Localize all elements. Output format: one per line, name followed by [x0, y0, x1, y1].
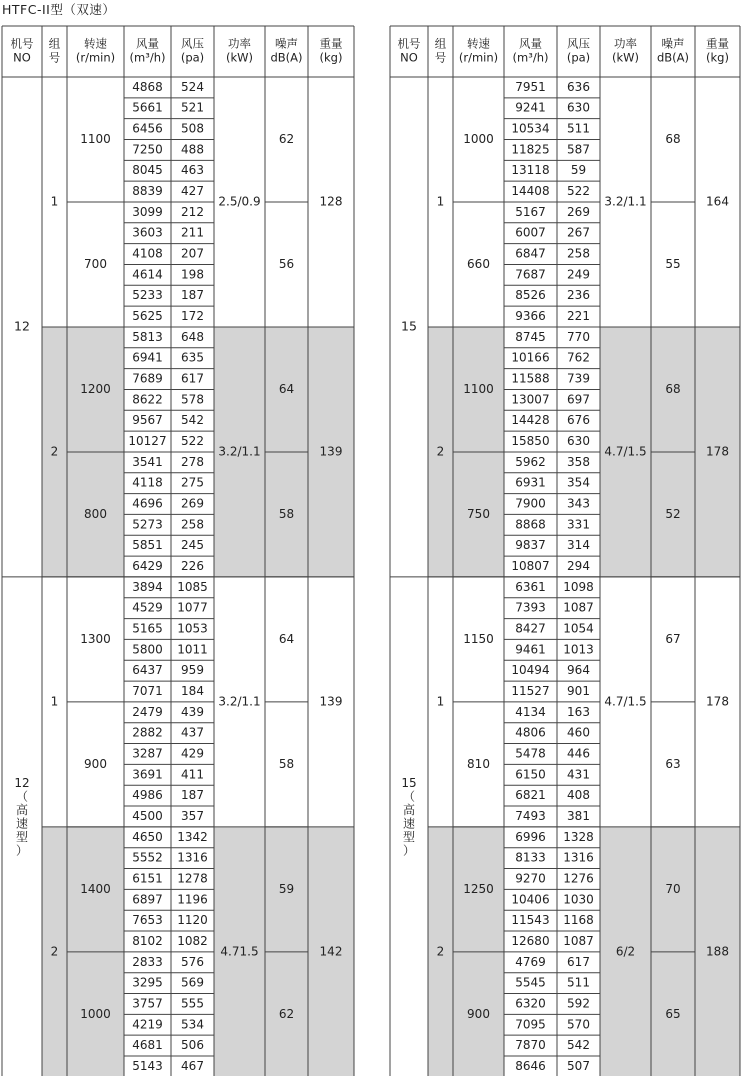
table1-airflow-value: 8622 — [132, 392, 163, 407]
table1-airflow-value: 5273 — [132, 517, 163, 532]
table2-header-line1: 功率 — [614, 36, 637, 51]
table1-header-line1: 组 — [48, 36, 61, 51]
table1-airflow-value: 3287 — [132, 746, 163, 761]
table2-group-number: 2 — [436, 444, 445, 459]
table2-speed-value: 1150 — [463, 631, 494, 646]
table1-pressure-value: 427 — [181, 184, 204, 199]
table1-noise-value: 58 — [278, 506, 295, 521]
table2-noise-value: 65 — [665, 1006, 681, 1021]
table2-airflow-value: 6361 — [515, 579, 546, 594]
table1-pressure-value: 207 — [181, 246, 204, 261]
table1-airflow-value: 5661 — [132, 100, 163, 115]
table1-airflow-value: 4500 — [132, 808, 163, 823]
table1-airflow-value: 6437 — [132, 663, 163, 678]
table2-noise-value: 55 — [665, 256, 681, 271]
table1-speed-value: 1000 — [80, 1006, 111, 1021]
table1-airflow-value: 6429 — [132, 559, 163, 574]
table1-pressure-value: 1120 — [177, 913, 208, 928]
table2-pressure-value: 381 — [567, 808, 590, 823]
table2-pressure-value: 354 — [567, 475, 590, 490]
table1-header-line1: 转速 — [84, 36, 107, 51]
table2-header-line1: 转速 — [467, 36, 490, 51]
table2-airflow-value: 6150 — [515, 767, 546, 782]
table2-pressure-value: 1030 — [563, 892, 594, 907]
table1-airflow-value: 9567 — [132, 413, 163, 428]
table2-airflow-value: 4769 — [515, 954, 546, 969]
table1-pressure-value: 521 — [181, 100, 204, 115]
table2-group-number: 1 — [436, 194, 445, 209]
table1-airflow-value: 5233 — [132, 288, 163, 303]
table2-speed-value: 750 — [467, 506, 490, 521]
table1-header-line1: 机号 — [10, 36, 34, 51]
table2-airflow-value: 7493 — [515, 808, 546, 823]
table1-machine-number: 12 — [14, 318, 30, 334]
table1-speed-value: 900 — [84, 756, 107, 771]
table1-pressure-value: 172 — [181, 309, 204, 324]
table2-airflow-value: 9241 — [515, 100, 546, 115]
table1-weight-value: 142 — [319, 944, 343, 959]
table1-noise-value: 59 — [278, 881, 295, 896]
table1-pressure-value: 569 — [181, 975, 204, 990]
table2-header-line1: 机号 — [397, 36, 421, 51]
table1-header-line1: 风压 — [181, 36, 204, 51]
table1-group-number: 1 — [50, 694, 59, 709]
table1-pressure-value: 245 — [181, 538, 204, 553]
table2-pressure-value: 636 — [567, 79, 590, 94]
table2-airflow-value: 6320 — [515, 996, 546, 1011]
table2-pressure-value: 331 — [567, 517, 590, 532]
table1-airflow-value: 8102 — [132, 933, 163, 948]
table1-header-line2: NO — [13, 50, 31, 65]
table2-airflow-value: 15850 — [511, 434, 550, 449]
table1-pressure-value: 1316 — [177, 850, 208, 865]
table2-airflow-value: 7687 — [515, 267, 546, 282]
table2-power-value: 4.7/1.5 — [604, 694, 647, 709]
table2-pressure-value: 1054 — [563, 621, 594, 636]
table2-noise-value: 52 — [665, 506, 681, 521]
table1-airflow-value: 2479 — [132, 704, 163, 719]
table2-pressure-value: 570 — [567, 1017, 590, 1032]
table1-pressure-value: 467 — [181, 1058, 204, 1073]
table1-pressure-value: 184 — [181, 683, 204, 698]
table2-header-line2: dB(A) — [656, 50, 690, 65]
table1-airflow-value: 5625 — [132, 309, 163, 324]
table1-noise-value: 62 — [278, 131, 295, 146]
table1-airflow-value: 4219 — [132, 1017, 163, 1032]
table2-airflow-value: 11588 — [511, 371, 550, 386]
table2-pressure-value: 964 — [567, 663, 590, 678]
table2-noise-value: 67 — [665, 631, 681, 646]
table2-machine-number: 15 — [401, 318, 417, 334]
table2-airflow-value: 9270 — [515, 871, 546, 886]
table2-noise-value: 70 — [665, 881, 681, 896]
table1-airflow-value: 2882 — [132, 725, 163, 740]
table1-pressure-value: 635 — [181, 350, 204, 365]
table1-airflow-value: 7250 — [132, 142, 163, 157]
table2-pressure-value: 1013 — [563, 642, 594, 657]
table2-speed-value: 1100 — [463, 381, 494, 396]
table1-airflow-value: 4986 — [132, 788, 163, 803]
table1-speed-value: 1300 — [80, 631, 111, 646]
table2-pressure-value: 358 — [567, 454, 590, 469]
table2-noise-value: 68 — [665, 131, 681, 146]
table2-pressure-value: 59 — [570, 163, 587, 178]
table1-weight-value: 128 — [319, 194, 343, 209]
table2-pressure-value: 511 — [567, 975, 590, 990]
table2-airflow-value: 9461 — [515, 642, 546, 657]
table2-airflow-value: 13007 — [511, 392, 550, 407]
table2-machine-number: 15 （高速型） — [401, 775, 417, 858]
table1-header-line1: 功率 — [228, 36, 251, 51]
table1-pressure-value: 198 — [181, 267, 204, 282]
table1-pressure-value: 437 — [181, 725, 204, 740]
table2-power-value: 6/2 — [615, 944, 636, 959]
table1-pressure-value: 1278 — [177, 871, 208, 886]
table1-airflow-value: 6897 — [132, 892, 163, 907]
table2-pressure-value: 630 — [567, 434, 590, 449]
table1-speed-value: 800 — [84, 506, 107, 521]
table1-header-line2: (pa) — [180, 50, 205, 65]
table1-pressure-value: 187 — [181, 288, 204, 303]
table2-weight-value: 164 — [706, 194, 729, 209]
table1-airflow-value: 6456 — [132, 121, 163, 136]
table2-pressure-value: 1316 — [563, 850, 594, 865]
table1-pressure-value: 1342 — [177, 829, 208, 844]
table2-pressure-value: 408 — [567, 788, 590, 803]
table1-airflow-value: 4868 — [132, 79, 163, 94]
table1-pressure-value: 508 — [181, 121, 204, 136]
table1-pressure-value: 648 — [181, 329, 204, 344]
table1-power-value: 2.5/0.9 — [218, 194, 261, 209]
table1-noise-value: 58 — [278, 756, 295, 771]
table1-weight-value: 139 — [319, 444, 343, 459]
table2-airflow-value: 7393 — [515, 600, 546, 615]
table1-header-line2: (r/min) — [75, 50, 116, 65]
table2-pressure-value: 163 — [567, 704, 590, 719]
table1-noise-value: 56 — [278, 256, 295, 271]
table2-header-line2: (kg) — [706, 50, 729, 65]
table2-weight-value: 188 — [706, 944, 729, 959]
table2-group-number: 2 — [436, 944, 445, 959]
table2-pressure-value: 592 — [567, 996, 590, 1011]
table2-pressure-value: 587 — [567, 142, 590, 157]
table2-pressure-value: 431 — [567, 767, 590, 782]
table1-airflow-value: 7653 — [132, 913, 163, 928]
table1-pressure-value: 524 — [181, 79, 204, 94]
table2-header-line2: (r/min) — [458, 50, 499, 65]
table2-weight-value: 178 — [706, 444, 729, 459]
table2-pressure-value: 446 — [567, 746, 590, 761]
table2-airflow-value: 6847 — [515, 246, 546, 261]
table2-pressure-value: 294 — [567, 559, 590, 574]
table1-group-number: 2 — [50, 444, 59, 459]
table2-pressure-value: 1087 — [563, 600, 594, 615]
table1-pressure-value: 534 — [181, 1017, 204, 1032]
table1-header-line2: 号 — [48, 50, 61, 65]
table2-airflow-value: 5545 — [515, 975, 546, 990]
table1-pressure-value: 542 — [181, 413, 204, 428]
table1-pressure-value: 269 — [181, 496, 204, 511]
table2-airflow-value: 8427 — [515, 621, 546, 636]
table1-speed-value: 1100 — [80, 131, 111, 146]
table2-airflow-value: 14408 — [511, 184, 550, 199]
table2-pressure-value: 1276 — [563, 871, 594, 886]
table2-pressure-value: 739 — [567, 371, 590, 386]
table2-airflow-value: 11825 — [511, 142, 550, 157]
table1-pressure-value: 1082 — [177, 933, 208, 948]
table2-airflow-value: 13118 — [511, 163, 550, 178]
table2-pressure-value: 221 — [567, 309, 590, 324]
table2-header-line1: 重量 — [706, 36, 729, 51]
table1-airflow-value: 8045 — [132, 163, 163, 178]
table2-pressure-value: 770 — [567, 329, 590, 344]
table1-header-line1: 重量 — [319, 36, 343, 51]
table1-pressure-value: 275 — [181, 475, 204, 490]
table2-noise-value: 68 — [665, 381, 681, 396]
table1-airflow-value: 8839 — [132, 184, 163, 199]
table1-header-line2: (m³/h) — [129, 50, 166, 65]
table1-airflow-value: 5800 — [132, 642, 163, 657]
table1-airflow-value: 3099 — [132, 204, 163, 219]
table2-airflow-value: 5478 — [515, 746, 546, 761]
table2-header-line2: 号 — [434, 50, 447, 65]
table2-speed-value: 900 — [467, 1006, 490, 1021]
table1-airflow-value: 10127 — [128, 434, 167, 449]
table1-header-line2: (kW) — [225, 50, 254, 65]
table2-header-line2: (kW) — [611, 50, 640, 65]
table1-airflow-value: 2833 — [132, 954, 163, 969]
table2-airflow-value: 11527 — [511, 683, 550, 698]
table2-noise-value: 63 — [665, 756, 681, 771]
table2-airflow-value: 10807 — [511, 559, 550, 574]
table1-airflow-value: 4650 — [132, 829, 163, 844]
table2-pressure-value: 507 — [567, 1058, 590, 1073]
table1-pressure-value: 578 — [181, 392, 204, 407]
table1-pressure-value: 555 — [181, 996, 204, 1011]
table2-pressure-value: 1087 — [563, 933, 594, 948]
table1-airflow-value: 4681 — [132, 1038, 163, 1053]
table1-airflow-value: 5552 — [132, 850, 163, 865]
table2-power-value: 3.2/1.1 — [604, 194, 647, 209]
table1-machine-number: 12 （高速型） — [14, 775, 30, 858]
table2-airflow-value: 6821 — [515, 788, 546, 803]
table2-header-line1: 组 — [434, 36, 447, 51]
table1-header-line2: dB(A) — [270, 50, 303, 65]
table2-header-line2: NO — [400, 50, 418, 65]
table2-airflow-value: 5167 — [515, 204, 546, 219]
table1-speed-value: 1200 — [80, 381, 111, 396]
table1-noise-value: 62 — [278, 1006, 295, 1021]
table1-pressure-value: 522 — [181, 434, 204, 449]
table2-airflow-value: 8526 — [515, 288, 546, 303]
table1-pressure-value: 357 — [181, 808, 204, 823]
table2-airflow-value: 8646 — [515, 1058, 546, 1073]
table2-airflow-value: 5962 — [515, 454, 546, 469]
table1-speed-value: 700 — [84, 256, 107, 271]
table2-airflow-value: 8868 — [515, 517, 546, 532]
table2-airflow-value: 10166 — [511, 350, 550, 365]
table1-power-value: 4.71.5 — [220, 944, 259, 959]
table2-pressure-value: 1168 — [563, 913, 594, 928]
table1-pressure-value: 617 — [181, 371, 204, 386]
table2-airflow-value: 7900 — [515, 496, 546, 511]
table2-pressure-value: 314 — [567, 538, 590, 553]
table2-airflow-value: 14428 — [511, 413, 550, 428]
table1-airflow-value: 7071 — [132, 683, 163, 698]
table2-header-line2: (pa) — [566, 50, 591, 65]
table1-airflow-value: 4118 — [132, 475, 163, 490]
table2-airflow-value: 10534 — [511, 121, 550, 136]
table1-pressure-value: 278 — [181, 454, 204, 469]
table1-airflow-value: 3894 — [132, 579, 163, 594]
table1-airflow-value: 6941 — [132, 350, 163, 365]
table1-airflow-value: 3603 — [132, 225, 163, 240]
table2-airflow-value: 10406 — [511, 892, 550, 907]
table1-pressure-value: 488 — [181, 142, 204, 157]
table1-airflow-value: 4529 — [132, 600, 163, 615]
table2-pressure-value: 269 — [567, 204, 590, 219]
table2-weight-value: 178 — [706, 694, 729, 709]
table2-pressure-value: 901 — [567, 683, 590, 698]
table1-airflow-value: 5851 — [132, 538, 163, 553]
table2-pressure-value: 617 — [567, 954, 590, 969]
table2-pressure-value: 258 — [567, 246, 590, 261]
table2-airflow-value: 9837 — [515, 538, 546, 553]
table2-pressure-value: 697 — [567, 392, 590, 407]
table2-power-value: 4.7/1.5 — [604, 444, 647, 459]
table1-airflow-value: 5813 — [132, 329, 163, 344]
table2-header-line1: 风压 — [567, 36, 590, 51]
table2-pressure-value: 762 — [567, 350, 590, 365]
table1-noise-value: 64 — [278, 631, 295, 646]
table1-pressure-value: 506 — [181, 1038, 204, 1053]
table1-airflow-value: 5143 — [132, 1058, 163, 1073]
table1-pressure-value: 576 — [181, 954, 204, 969]
table2-speed-value: 1250 — [463, 881, 494, 896]
table1-power-value: 3.2/1.1 — [218, 444, 261, 459]
table2-airflow-value: 4806 — [515, 725, 546, 740]
table1-airflow-value: 4108 — [132, 246, 163, 261]
table1-airflow-value: 3691 — [132, 767, 163, 782]
table1-pressure-value: 187 — [181, 788, 204, 803]
table1-power-value: 3.2/1.1 — [218, 694, 261, 709]
table2-airflow-value: 4134 — [515, 704, 546, 719]
table2-pressure-value: 630 — [567, 100, 590, 115]
table2-speed-value: 1000 — [463, 131, 494, 146]
table1-pressure-value: 258 — [181, 517, 204, 532]
table2-airflow-value: 10494 — [511, 663, 550, 678]
table1-airflow-value: 7689 — [132, 371, 163, 386]
table2-pressure-value: 460 — [567, 725, 590, 740]
table1-weight-value: 139 — [319, 694, 343, 709]
table1-pressure-value: 463 — [181, 163, 204, 178]
table1-pressure-value: 411 — [181, 767, 204, 782]
table1-airflow-value: 6151 — [132, 871, 163, 886]
table2-airflow-value: 6931 — [515, 475, 546, 490]
table1-pressure-value: 212 — [181, 204, 204, 219]
table1-airflow-value: 4696 — [132, 496, 163, 511]
table1-header-line2: (kg) — [319, 50, 343, 65]
table2-airflow-value: 7951 — [515, 79, 546, 94]
table1-airflow-value: 4614 — [132, 267, 163, 282]
table2-airflow-value: 6996 — [515, 829, 546, 844]
table2-pressure-value: 343 — [567, 496, 590, 511]
page-title: HTFC-II型（双速） — [2, 2, 116, 17]
table2-group-number: 1 — [436, 694, 445, 709]
table2-airflow-value: 11543 — [511, 913, 550, 928]
table1-group-number: 2 — [50, 944, 59, 959]
table2-airflow-value: 7870 — [515, 1038, 546, 1053]
table1-speed-value: 1400 — [80, 881, 111, 896]
table2-pressure-value: 1328 — [563, 829, 594, 844]
table2-pressure-value: 236 — [567, 288, 590, 303]
table2-pressure-value: 511 — [567, 121, 590, 136]
table2-pressure-value: 522 — [567, 184, 590, 199]
table1-airflow-value: 3541 — [132, 454, 163, 469]
table1-pressure-value: 1053 — [177, 621, 208, 636]
table2-airflow-value: 9366 — [515, 309, 546, 324]
table2-airflow-value: 7095 — [515, 1017, 546, 1032]
table1-pressure-value: 1011 — [177, 642, 208, 657]
table2-speed-value: 810 — [467, 756, 490, 771]
table1-airflow-value: 5165 — [132, 621, 163, 636]
table1-pressure-value: 1196 — [177, 892, 208, 907]
table1-group-number: 1 — [50, 194, 59, 209]
table2-airflow-value: 12680 — [511, 933, 550, 948]
table1-header-line1: 噪声 — [275, 36, 298, 51]
table2-pressure-value: 1098 — [563, 579, 594, 594]
table2-pressure-value: 267 — [567, 225, 590, 240]
table1-airflow-value: 3295 — [132, 975, 163, 990]
table1-header-line1: 风量 — [136, 36, 159, 51]
table2-pressure-value: 249 — [567, 267, 590, 282]
table1-pressure-value: 429 — [181, 746, 204, 761]
table1-pressure-value: 211 — [181, 225, 204, 240]
table1-pressure-value: 226 — [181, 559, 204, 574]
table1-noise-value: 64 — [278, 381, 295, 396]
table2-pressure-value: 542 — [567, 1038, 590, 1053]
table1-pressure-value: 1077 — [177, 600, 208, 615]
table2-airflow-value: 8745 — [515, 329, 546, 344]
table2-header-line1: 噪声 — [661, 36, 685, 51]
table1-pressure-value: 439 — [181, 704, 204, 719]
table2-pressure-value: 676 — [567, 413, 590, 428]
table2-airflow-value: 6007 — [515, 225, 546, 240]
table1-pressure-value: 959 — [181, 663, 204, 678]
table2-header-line2: (m³/h) — [512, 50, 549, 65]
table1-pressure-value: 1085 — [177, 579, 208, 594]
table1-airflow-value: 3757 — [132, 996, 163, 1011]
table2-header-line1: 风量 — [519, 36, 542, 51]
table2-speed-value: 660 — [467, 256, 490, 271]
table2-airflow-value: 8133 — [515, 850, 546, 865]
